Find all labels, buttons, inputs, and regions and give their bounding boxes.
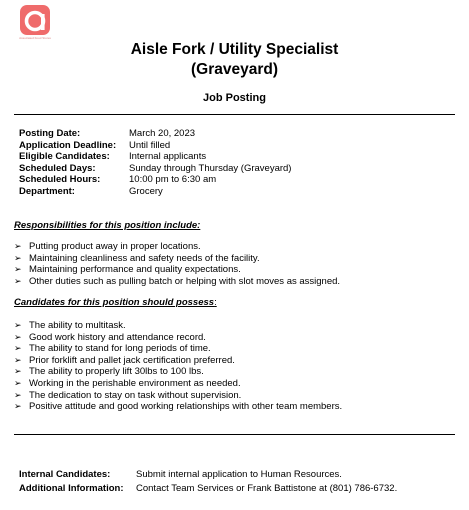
arrow-bullet-icon: ➢: [14, 401, 22, 412]
list-item: [14, 378, 342, 390]
divider-top: [14, 114, 455, 115]
detail-label: Application Deadline:: [19, 139, 117, 151]
list-item: [14, 343, 342, 355]
list-item: [14, 320, 342, 332]
detail-value: 10:00 pm to 6:30 am: [129, 174, 217, 186]
title-line-2: (Graveyard): [190, 61, 278, 78]
candidates-heading: [14, 297, 217, 309]
arrow-bullet-icon: ➢: [14, 252, 22, 263]
responsibilities-heading: Responsibilities for this position include:: [14, 220, 201, 231]
title-line-1: Aisle Fork / Utility Specialist: [130, 41, 339, 58]
detail-row-eligible-candidates: [19, 151, 291, 163]
list-item-text: The ability to multitask.: [29, 320, 126, 331]
candidates-heading-text: Candidates for this position should possess: [14, 297, 215, 308]
list-item-text: Working in the perishable environment as needed.: [29, 377, 241, 389]
list-item: [14, 276, 340, 288]
footer-value: Contact Team Services or Frank Battistone at (801) 786-6732.: [136, 483, 398, 494]
posting-details: [19, 128, 291, 198]
arrow-bullet-icon: ➢: [14, 241, 22, 251]
company-logo: [8, 5, 62, 40]
arrow-bullet-icon: ➢: [14, 264, 22, 275]
logo-badge: [20, 5, 50, 35]
page-title: [0, 40, 469, 80]
detail-label: Eligible Candidates:: [19, 151, 110, 163]
arrow-bullet-icon: ➢: [14, 366, 22, 377]
list-item: [14, 332, 342, 344]
detail-row-posting-date: [19, 128, 291, 140]
detail-value: March 20, 2023: [129, 128, 196, 139]
divider-bottom: [14, 434, 455, 435]
detail-value: Grocery: [129, 185, 163, 197]
detail-label: Department:: [19, 185, 75, 197]
list-item-text: Maintaining performance and quality expectations.: [29, 264, 241, 276]
arrow-bullet-icon: ➢: [14, 343, 22, 354]
footer-row-additional-information: [19, 482, 397, 496]
arrow-bullet-icon: ➢: [14, 354, 22, 365]
candidates-heading-colon: :: [214, 297, 217, 308]
footer-label: Internal Candidates:: [19, 469, 111, 480]
detail-value: Until filled: [129, 139, 171, 151]
list-item-text: The dedication to stay on task without supervision.: [29, 389, 242, 401]
list-item: [14, 253, 340, 265]
list-item: [14, 264, 340, 276]
list-item-text: Prior forklift and pallet jack certification preferred.: [29, 354, 235, 366]
contact-info: [19, 468, 397, 496]
detail-row-department: [19, 186, 291, 198]
document-type: Job Posting: [203, 92, 266, 104]
detail-value: Sunday through Thursday (Graveyard): [129, 162, 292, 174]
detail-label: Scheduled Days:: [19, 162, 96, 174]
list-item-text: Other duties such as pulling batch or helping with slot moves as assigned.: [29, 275, 341, 287]
list-item-text: The ability to properly lift 30lbs to 100 lbs.: [29, 366, 204, 378]
detail-row-scheduled-hours: [19, 174, 291, 186]
list-item: [14, 366, 342, 378]
arrow-bullet-icon: ➢: [14, 377, 22, 388]
footer-value: Submit internal application to Human Resources.: [136, 469, 342, 480]
arrow-bullet-icon: ➢: [14, 389, 22, 400]
footer-row-internal-candidates: [19, 468, 397, 482]
arrow-bullet-icon: ➢: [14, 275, 22, 286]
detail-label: Posting Date:: [19, 128, 81, 139]
list-item: [14, 390, 342, 402]
list-item: [14, 401, 342, 413]
list-item-text: Maintaining cleanliness and safety needs of the facility.: [29, 252, 260, 264]
list-item: [14, 241, 340, 253]
candidates-list: [14, 320, 342, 413]
detail-label: Scheduled Hours:: [19, 174, 101, 186]
detail-row-application-deadline: [19, 140, 291, 152]
list-item-text: Putting product away in proper locations.: [29, 241, 201, 252]
responsibilities-list: [14, 241, 340, 287]
logo-a-icon: [20, 5, 50, 35]
list-item-text: The ability to stand for long periods of time.: [29, 343, 211, 355]
list-item-text: Positive attitude and good working relationships with other team members.: [29, 401, 343, 413]
arrow-bullet-icon: ➢: [14, 331, 22, 342]
footer-label: Additional Information:: [19, 483, 124, 494]
list-item-text: Good work history and attendance record.: [29, 331, 206, 343]
detail-value: Internal applicants: [129, 151, 207, 163]
list-item: [14, 355, 342, 367]
detail-row-scheduled-days: [19, 163, 291, 175]
arrow-bullet-icon: ➢: [14, 320, 22, 330]
logo-caption: Associated Food Stores: [19, 36, 51, 40]
